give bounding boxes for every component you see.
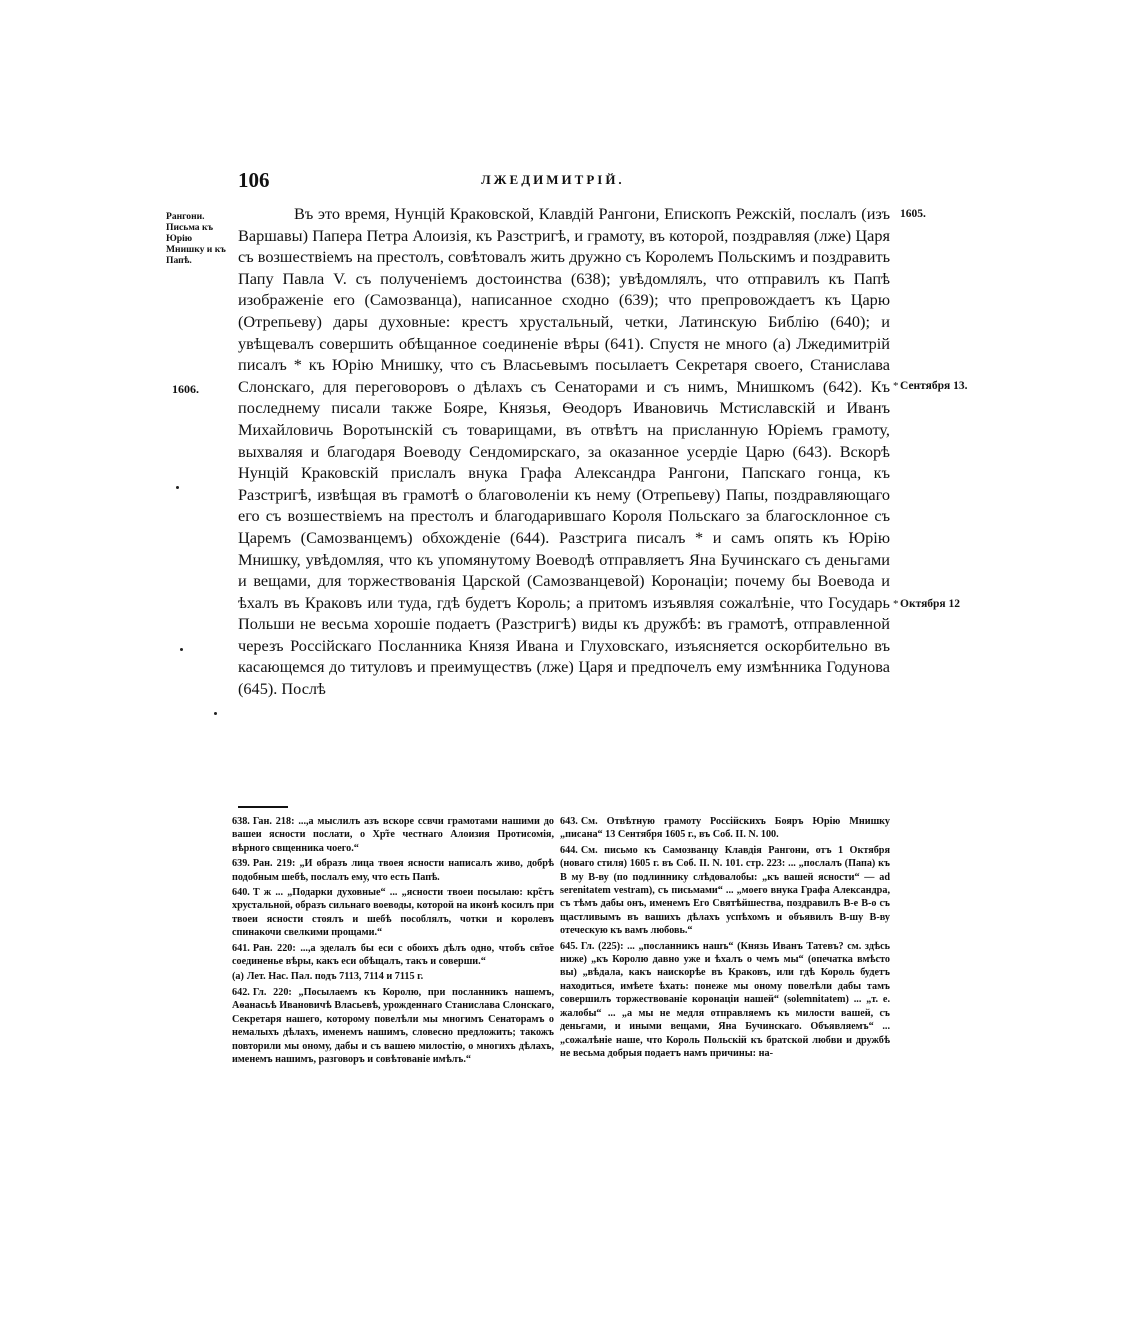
- footnote-number: 641.: [232, 942, 250, 954]
- footnote: [232, 986, 554, 1066]
- footnote: [560, 940, 890, 1061]
- scan-speck: [214, 712, 217, 715]
- footnote-number: 639.: [232, 858, 250, 870]
- footnote-text: Т ж ... „Подарки духовные“ ... „ясности твоеи посылаю: кр̃стъ хрустальной, образъ сильнаго воеводы, которой на иконѣ косилъ при твоеи ясности стоялъ и шебѣ пособлялъ, чотки и королевъ спинакочи свелкими прощами.“: [232, 887, 554, 939]
- footnote-number: 643.: [560, 816, 578, 827]
- footnote-number: 645.: [560, 940, 578, 952]
- margin-note-year-1606: 1606.: [172, 382, 199, 396]
- footnote-text: Гл. 220: „Посылаемъ къ Королю, при посланникъ нашемъ, Аѳанасьѣ Ивановичѣ Власьевѣ, урожденнаго Станислава Слонскаго, Секретаря нашего, которому повелѣли мы многимъ Сенаторамъ о немалыхъ дѣлахъ, именемъ нашимъ, словесно предложить; такожъ повторили мы оному, дабы и съ вашею милостiю, о многихъ дѣлахъ, именемъ нашимъ, разговоръ и совѣтованiе имѣлъ.“: [232, 986, 554, 1065]
- footnote: [232, 857, 554, 884]
- footnote-text: См. Отвѣтную грамоту Россiйскихъ Бояръ Юрiю Мнишку „писана“ 13 Сентября 1605 г., въ Соб. II. N. 100.: [560, 816, 890, 841]
- running-title: ЛЖЕДИМИТРIЙ.: [481, 172, 625, 187]
- footnote-rule: [238, 806, 288, 808]
- margin-note-october-12: Октября 12: [900, 598, 961, 610]
- footnote-text: Ран. 219: „И образъ лица твоея ясности написалъ живо, добрѣ подобным шебѣ, послалъ ему, что есть Папѣ.: [232, 858, 554, 883]
- footnote-number: 642.: [232, 986, 250, 998]
- main-paragraph: Въ это время, Нунцiй Краковской, Клавдiй Рангони, Епископъ Режскiй, послалъ (изъ Варшавы) Папера Петра Алоизiя, къ Разстригѣ, и грамоту, въ которой, поздравляя (лже) Царя съ возшествiемъ на престолъ, совѣтовалъ жить дружно съ Королемъ Польскимъ и поздравить Папу Павла V. съ полученiемъ достоинства (638); увѣдомлялъ, что отправилъ къ Папѣ изображенiе его (Самозванца), написанное сходно (639); что препровождаетъ къ Царю (Отрепьеву) дары духовные: крестъ хрустальный, четки, Латинскую Библiю (640); и увѣщевалъ совершить обѣщанное соединенiе вѣры (641). Спустя не много (а) Лжедимитрiй писалъ * къ Юрiю Мнишку, что съ Власьевымъ посылаетъ Секретаря своего, Станислава Слонскаго, для переговоровъ о дѣлахъ съ Сенаторами и съ нимъ, Мнишкомъ (642). Къ последнему писали также Бояре, Князья, Ѳеодоръ Ивановичь Мстиславскiй и Иванъ Михайловичь Воротынскiй съ товарищами, въ отвѣтъ на присланную Юрiемъ грамоту, выхваляя и благодаря Воеводу Сендомирскаго, за оказанное усердiе Царю (643). Вскорѣ Нунцiй Краковскiй прислалъ внука Графа Александра Рангони, Папскаго гонца, къ Разстригѣ, извѣщая въ грамотѣ о благоволенiи къ нему (Отрепьеву) Папы, поздравляющаго его съ возшествiемъ на престолъ и благодарившаго Короля Польскаго за благосклонное съ Царемъ (Самозванцемъ) обхожденiе (644). Разстрига писалъ * и самъ опять къ Юрiю Мнишку, увѣдомляя, что къ упомянутому Воеводѣ отправляетъ Яна Бучинскаго съ деньгами и вещами, для торжествованiя Царской (Самозванцевой) Коронацiи; почему бы Воевода и ѣхалъ въ Краковъ или туда, гдѣ будетъ Король; а притомъ изъявляя сожалѣнiе, что Государь Польши не весьма хорошiе подаетъ (Разстригѣ) виды къ дружбѣ: въ грамотѣ, отправленной черезъ Россiйскаго Посланника Князя Ивана и Глуховскаго, изъясняется оскорбительно въ касающемся до титуловъ и преимуществъ (лже) Царя и предпочелъ ему измѣнника Годунова (645). Послѣ: [238, 204, 890, 699]
- footnotes-right-column: [560, 815, 890, 1062]
- footnote: [232, 970, 554, 983]
- footnote-number: 640.: [232, 887, 250, 899]
- footnote-text: См. письмо къ Самозванцу Клавдiя Рангони, отъ 1 Октября (новаго стиля) 1605 г. въ Соб. II. N. 101. стр. 223: ... „послалъ (Папа) къ В му В-ву (по подлиннику слѣдовалобы: „къ вашей ясности“ — ad serenitatem vestram), съ письмами“ ... „моего внука Графа Александра, съ тѣмъ дабы онъ, именемъ Его Святѣйшества, поздравилъ В-е В-о съ щастливымъ въ вашихъ дѣлахъ успѣхомъ и объявилъ В-шу В-ву отеческую къ вамъ любовь.“: [560, 844, 890, 937]
- margin-asterisk: *: [893, 380, 899, 392]
- margin-note-rangoni: Рангони. Письма къ Юрiю Мнишку и къ Папѣ.: [166, 211, 226, 266]
- margin-asterisk: *: [893, 598, 899, 610]
- footnote-number: 644.: [560, 844, 578, 856]
- page-header: [238, 168, 888, 198]
- footnote-number: 638.: [232, 816, 250, 827]
- footnotes-left-column: [232, 815, 554, 1068]
- margin-note-year-1605: 1605.: [900, 208, 926, 220]
- footnote-text: Лет. Нас. Пал. подъ 7113, 7114 и 7115 г.: [246, 971, 424, 983]
- footnote: [232, 815, 554, 855]
- footnote-text: Гл. (225): ... „посланникъ нашъ“ (Князь Иванъ Татевъ? см. здѣсь ниже) „къ Королю давно уже и ѣхалъ о чемъ мы“ (опечатка вмѣсто вы) „вѣдала, какъ наискорѣе въ Краковъ, или гдѣ Король будетъ находиться, имѣете ѣхать: понеже мы оному повелѣли дабы тамъ совершилъ торжествованiе коронацiи нашей“ (solemnitatem) ... „т. е. жалобы“ ... „а мы не медля отправляемъ къ милости вашей, съ деньгами, и иными вещами, Яна Бучинскаго. Объявляемъ“ ... „сожалѣнiе наше, что Король Польскiй къ братской любви и дружбѣ не весьма добрыя подаетъ намъ причины: на-: [560, 940, 890, 1059]
- footnote: [560, 815, 890, 842]
- page-number: 106: [238, 168, 270, 192]
- footnote: [232, 942, 554, 969]
- footnote-number: (а): [232, 971, 244, 983]
- footnote: [232, 886, 554, 940]
- footnote-text: Ран. 220: ...,а эделалъ бы еси с обоихъ дѣлъ одно, чтобъ св̃тое соединенье вѣры, какъ еси обѣщалъ, такъ и соверши.“: [232, 942, 554, 968]
- footnote: [560, 844, 890, 938]
- scan-speck: [176, 486, 179, 489]
- margin-note-september-13: Сентября 13.: [900, 380, 968, 392]
- footnote-text: Ган. 218: ...,а мыслилъ азъ вскоре ссвчи грамотами нашими до вашеи ясности послати, о Хр̃те честнаго Алоизия Протисомiя, вѣрного свщенника чоего.“: [232, 816, 554, 854]
- scan-speck: [180, 648, 183, 651]
- main-text: [238, 203, 890, 700]
